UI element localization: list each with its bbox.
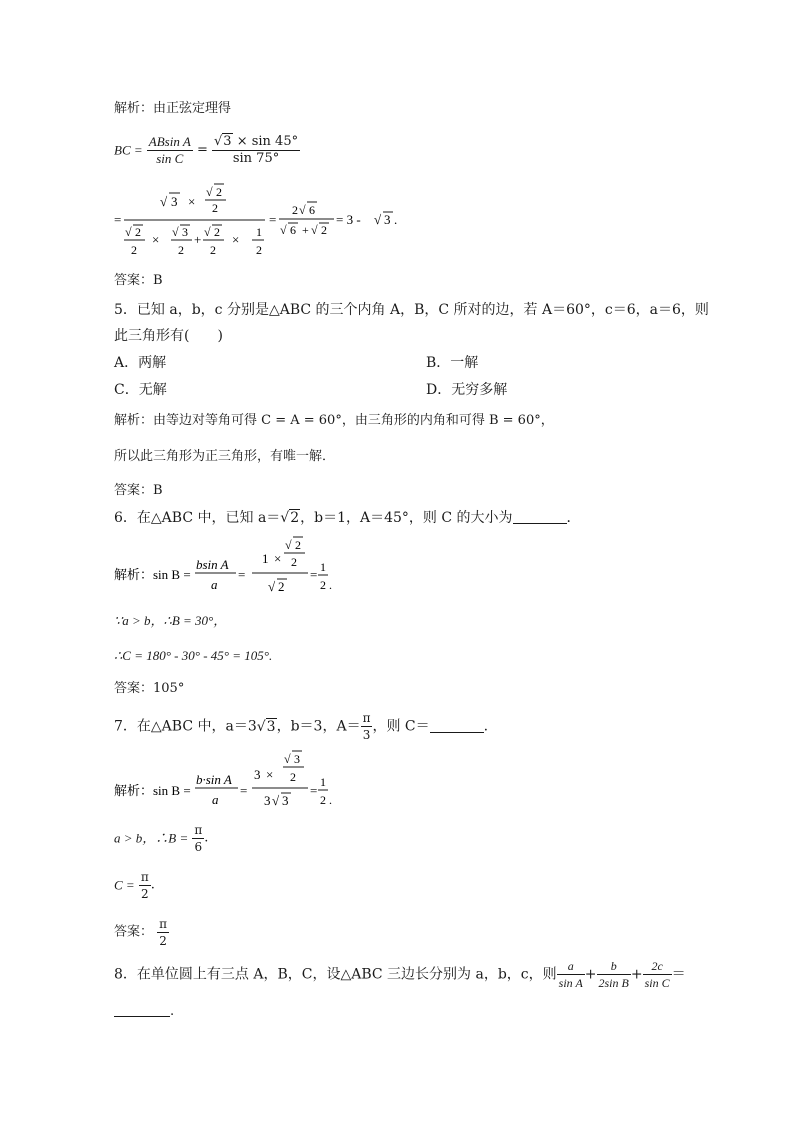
q5-option-d: D．无穷多解 [426,382,508,398]
svg-text:2: 2 [292,203,298,217]
svg-text:×: × [232,232,240,247]
svg-text:√: √ [284,752,291,766]
svg-text:√: √ [160,194,168,209]
q5-analysis-1: 解析：由等边对等角可得 C = A = 60°，由三角形的内角和可得 B = 60°， [114,413,554,428]
svg-text:×: × [266,767,274,782]
svg-text:.: . [329,578,332,592]
svg-text:2: 2 [321,223,327,237]
svg-text:3: 3 [254,767,261,782]
svg-text:3: 3 [384,212,391,227]
svg-text:解析：sin B =: 解析：sin B = [114,783,191,798]
svg-text:2: 2 [178,243,184,257]
svg-text:1: 1 [320,560,326,574]
svg-text:= 3 -: = 3 - [336,212,361,227]
q5-stem-line1: 5．已知 a，b，c 分别是△ABC 的三个内角 A，B，C 所对的边，若 A＝60°，c＝6，a＝6，则 [114,302,709,318]
q8-stem: 8．在单位圆上有三点 A，B，C，设△ABC 三边长分别为 a，b，c，则 $\frac{a}{\text{sin A}}$ + $\frac{b}{\text{2sin B}}$ + $\frac{2c}{\text{sin C}}$ ＝ [114,959,686,990]
q6-analysis-equation [112,533,352,599]
svg-text:2: 2 [214,225,220,239]
svg-text:√: √ [374,212,382,227]
svg-text:2: 2 [295,538,301,552]
q7-analysis-3: C = $\frac{\pi}{2}$ . [114,870,155,901]
q7-answer-pi-over-2: $\frac{\pi}{2}$ [159,917,168,948]
svg-text:3: 3 [294,752,300,766]
svg-text:√: √ [125,225,132,239]
svg-text:1: 1 [320,775,326,789]
svg-text:=: = [310,567,318,582]
svg-text:6: 6 [309,203,315,217]
q8-frac-a-sina: $\frac{a}{\text{sin A}}$ [558,959,583,990]
svg-text:+: + [194,232,202,247]
q6-analysis-2: ∵a > b，∴B = 30°， [114,613,227,628]
q6-stem: 6．在△ABC 中，已知 a＝√2，b＝1，A＝45°，则 C 的大小为 ． [114,510,581,526]
q8-answer-blank [114,1004,170,1017]
svg-text:1: 1 [262,551,269,566]
svg-text:2: 2 [135,225,141,239]
svg-text:√: √ [172,225,179,239]
q7-pi-over-3: $\frac{\pi}{3}$ [362,711,371,742]
svg-text:=: = [238,567,246,582]
analysis-intro: 解析：由正弦定理得 [114,101,232,116]
q8-frac-2c-sinc: $\frac{2c}{\text{sin C}}$ [644,959,670,990]
svg-text:2: 2 [216,185,222,199]
q6-answer-blank [513,511,567,524]
svg-text:.: . [329,793,332,807]
equation-bc: BC = $\frac{\text{ABsin A}}{\text{sin C}}$ = $\frac{√3 \times \sin 45^\circ}{\sin 75^\circ}$ [114,134,299,166]
svg-text:=: = [310,783,318,798]
svg-text:2: 2 [212,201,218,215]
answer-prev: 答案：B [114,273,163,288]
q8-blank-line: . [114,1004,174,1020]
svg-text:√: √ [299,203,306,217]
q6-analysis-3: ∴C = 180° - 30° - 45° = 105°. [114,648,273,663]
q7-pi-over-2: $\frac{\pi}{2}$ [140,870,149,901]
svg-text:3: 3 [182,225,188,239]
q7-analysis-equation [112,745,352,813]
svg-text:a: a [212,792,219,807]
svg-text:2: 2 [210,243,216,257]
svg-text:=: = [269,212,277,227]
fraction-absina-sinc: $\frac{\text{ABsin A}}{\text{sin C}}$ [148,134,191,166]
svg-text:2: 2 [131,243,137,257]
q5-option-b: B．一解 [426,355,479,371]
svg-text:√: √ [285,538,292,552]
svg-text:2: 2 [291,555,297,569]
svg-text:3: 3 [264,793,271,808]
svg-text:2: 2 [290,770,296,784]
svg-text:2: 2 [320,578,326,592]
q5-option-a: A．两解 [114,355,167,371]
svg-text:bsin A: bsin A [196,557,229,572]
svg-text:×: × [152,232,160,247]
num-sqrt3: 3 [171,194,178,209]
q7-pi-over-6: $\frac{\pi}{6}$ [194,823,203,854]
q5-stem-line2: 此三角形有( ) [114,328,223,344]
q6-answer: 答案：105° [114,681,185,696]
q7-answer-blank [430,720,484,733]
fraction-sqrt3-sin45-sin75: $\frac{√3 \times \sin 45^\circ}{\sin 75^\circ}$ [213,134,299,166]
svg-text:+: + [302,223,309,237]
q7-stem: 7．在△ABC 中，a＝3√3，b＝3，A＝ $\frac{\pi}{3}$ ，则 C＝ . [114,711,489,742]
q7-answer: 答案： $\frac{\pi}{2}$ [114,917,168,948]
eq-sign-left: = [114,212,122,227]
svg-text:√: √ [268,579,276,594]
svg-text:a: a [211,577,218,592]
q5-option-c: C．无解 [114,382,167,398]
svg-text:2: 2 [256,243,262,257]
complex-fraction-equation [112,178,412,262]
svg-text:1: 1 [256,225,262,239]
q5-answer: 答案：B [114,483,163,498]
svg-text:=: = [240,783,248,798]
svg-text:6: 6 [290,223,296,237]
q5-analysis-2: 所以此三角形为正三角形，有唯一解． [114,449,336,464]
svg-text:×: × [188,194,196,209]
svg-text:√: √ [204,225,211,239]
svg-text:×: × [274,551,282,566]
svg-text:√: √ [280,223,287,237]
svg-text:√: √ [272,793,280,808]
svg-text:b·sin A: b·sin A [196,772,232,787]
eq-lhs: BC = [114,142,143,158]
svg-text:√: √ [206,185,213,199]
q7-analysis-2: a > b，∴B = $\frac{\pi}{6}$ . [114,823,209,854]
q8-frac-b-2sinb: $\frac{b}{\text{2sin B}}$ [598,959,629,990]
svg-text:3: 3 [282,793,289,808]
svg-text:2: 2 [320,793,326,807]
svg-text:解析：sin B =: 解析：sin B = [114,567,191,582]
svg-text:√: √ [311,223,318,237]
svg-text:.: . [394,212,398,227]
svg-text:2: 2 [278,579,285,594]
